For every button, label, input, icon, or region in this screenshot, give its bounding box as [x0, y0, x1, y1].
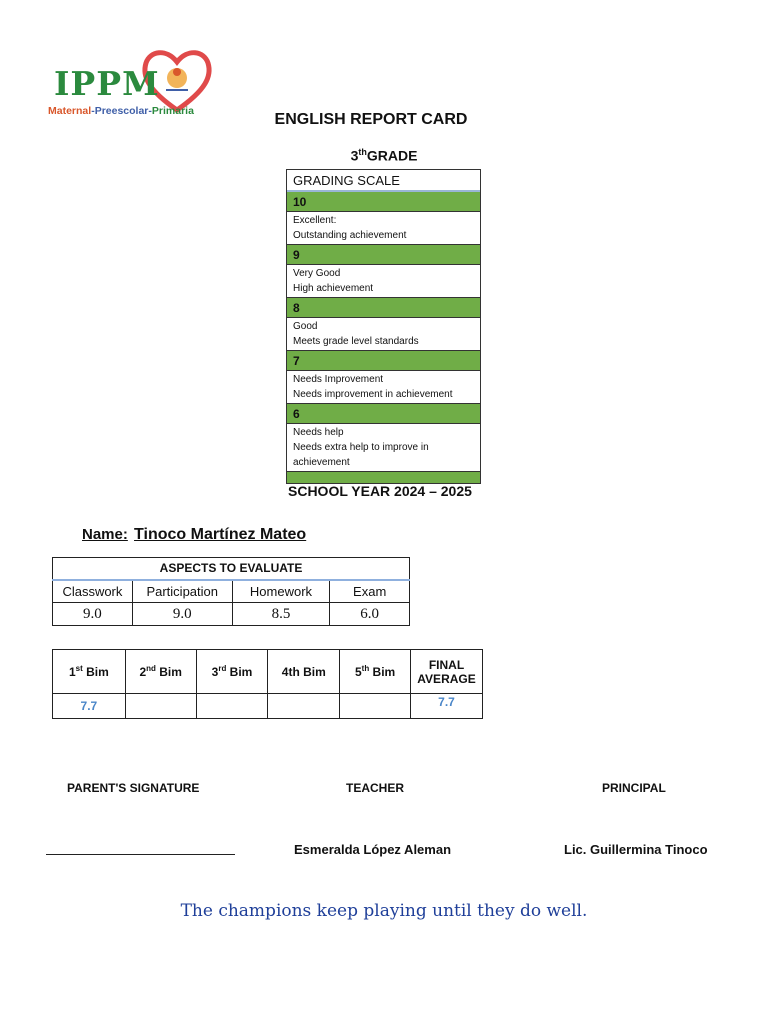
description-line: Very Good: [293, 268, 341, 279]
principal-label: PRINCIPAL: [602, 781, 666, 795]
grading-scale: [286, 169, 481, 484]
description-line: Meets grade level standards: [293, 336, 419, 347]
column-header: Participation: [132, 580, 232, 603]
logo-wordmark: IPPM: [54, 64, 160, 103]
principal-name: Lic. Guillermina Tinoco: [564, 842, 708, 857]
column-header: Exam: [330, 580, 410, 603]
bimester-header: 5th Bim: [340, 650, 411, 694]
grade-level-number: 6: [287, 404, 480, 424]
grade-heading: 3thGRADE: [350, 147, 418, 164]
grade-level-description: [287, 212, 480, 245]
school-year: SCHOOL YEAR 2024 – 2025: [288, 483, 472, 499]
grade-level-description: [287, 371, 480, 404]
description-line: High achievement: [293, 283, 374, 294]
description-line: Needs help: [293, 427, 344, 438]
description-line: Needs extra help to improve in: [293, 442, 429, 453]
grade-level-description: [287, 318, 480, 351]
grading-scale-footer: [287, 472, 480, 483]
table-cell: 9.0: [132, 603, 232, 626]
bimester-header: 3rd Bim: [196, 650, 268, 694]
column-header: Classwork: [53, 580, 133, 603]
grade-level-number: 7: [287, 351, 480, 371]
grade-level-description: [287, 265, 480, 298]
final-average-value: 7.7: [411, 694, 483, 719]
grading-scale-title: GRADING SCALE: [287, 170, 480, 192]
bimester-grade: [340, 694, 411, 719]
table-cell: 6.0: [330, 603, 410, 626]
description-line: Needs Improvement: [293, 374, 384, 385]
name-label: Name:: [82, 526, 128, 543]
bimester-grade: [125, 694, 196, 719]
column-header: Homework: [232, 580, 330, 603]
teacher-label: TEACHER: [346, 781, 405, 795]
teacher-name: Esmeralda López Aleman: [294, 842, 452, 857]
report-title: ENGLISH REPORT CARD: [274, 111, 468, 128]
grade-level-number: 10: [287, 192, 480, 212]
bimester-header: 2nd Bim: [125, 650, 196, 694]
bimester-grade: [268, 694, 340, 719]
description-line: Outstanding achievement: [293, 230, 407, 241]
aspects-table: [52, 557, 410, 626]
bimester-grade: 7.7: [53, 694, 126, 719]
table-cell: 9.0: [53, 603, 133, 626]
final-average-header: FINAL AVERAGE: [411, 650, 483, 694]
bimester-table: [52, 649, 483, 719]
bimester-grade: [196, 694, 268, 719]
bimester-header: 1st Bim: [53, 650, 126, 694]
description-line: Needs improvement in achievement: [293, 389, 453, 400]
description-line: Excellent:: [293, 215, 337, 226]
student-name-row: [82, 526, 306, 544]
parent-signature-label: PARENT'S SIGNATURE: [67, 781, 200, 795]
description-line: achievement: [293, 457, 350, 468]
grade-level-description: [287, 424, 480, 472]
parent-signature-line: [46, 854, 235, 855]
grade-level-number: 8: [287, 298, 480, 318]
table-cell: 8.5: [232, 603, 330, 626]
student-name: Tinoco Martínez Mateo: [134, 526, 307, 543]
logo-tagline: Maternal-Preescolar-Primaria: [48, 105, 194, 117]
motivational-quote: The champions keep playing until they do well.: [180, 901, 588, 921]
description-line: Good: [293, 321, 318, 332]
aspects-title: ASPECTS TO EVALUATE: [53, 558, 410, 580]
grade-level-number: 9: [287, 245, 480, 265]
bimester-header: 4th Bim: [268, 650, 340, 694]
